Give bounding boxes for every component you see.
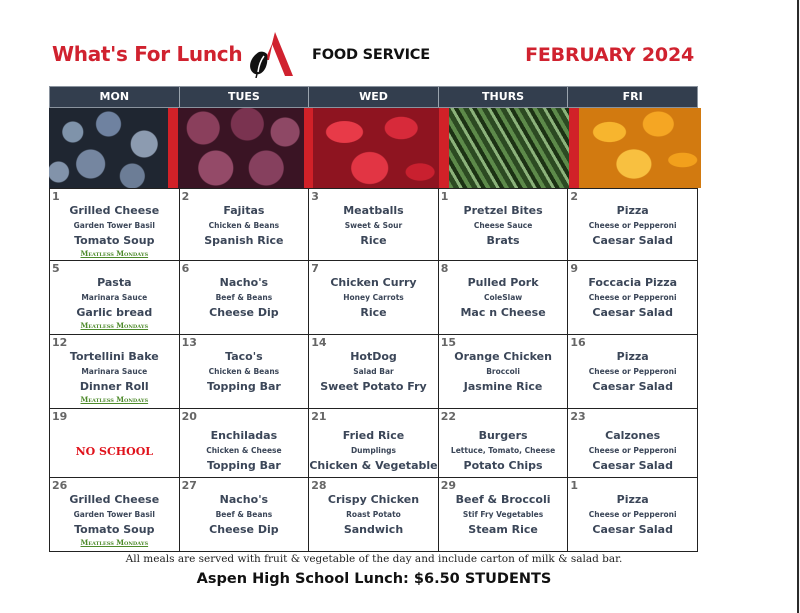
day-cell xyxy=(309,409,439,478)
entree: Tortellini Bake xyxy=(69,350,159,363)
entree: Crispy Chicken xyxy=(327,493,420,506)
day-number: 19 xyxy=(52,410,68,423)
no-school-notice: NO SCHOOL xyxy=(75,445,154,458)
entree-detail: Chicken & Beans xyxy=(208,221,280,230)
side-dish: Caesar Salad xyxy=(592,234,673,247)
day-cell xyxy=(179,189,309,261)
weekday-fri: FRI xyxy=(567,87,697,107)
entree: Pasta xyxy=(97,276,132,289)
entree: Pretzel Bites xyxy=(463,204,543,217)
meal-footnote: All meals are served with fruit & vegetable of the day and include carton of milk & salad bar. xyxy=(125,553,623,565)
side-dish: Topping Bar xyxy=(206,459,281,472)
day-number: 15 xyxy=(440,336,457,349)
entree: Pizza xyxy=(616,204,649,217)
day-cell xyxy=(309,189,439,261)
entree: Grilled Cheese xyxy=(69,204,160,217)
month-label: FEBRUARY 2024 xyxy=(525,44,694,66)
entree-detail: Marinara Sauce xyxy=(81,293,148,302)
day-number: 16 xyxy=(570,336,586,349)
entree-detail: Sweet & Sour xyxy=(344,221,403,230)
entree: Burgers xyxy=(478,429,528,442)
week-row xyxy=(50,261,698,335)
day-cell xyxy=(438,261,568,335)
day-cell xyxy=(568,335,698,409)
entree-detail: Cheese or Pepperoni xyxy=(588,367,677,376)
entree: Pizza xyxy=(616,350,649,363)
week-row xyxy=(50,335,698,409)
weekday-mon: MON xyxy=(99,90,130,103)
entree-detail: Garden Tower Basil xyxy=(73,221,155,230)
entree-detail: Cheese or Pepperoni xyxy=(588,221,677,230)
side-dish: Jasmine Rice xyxy=(463,380,543,393)
day-number: 23 xyxy=(570,410,586,423)
side-dish: Sandwich xyxy=(343,523,404,536)
day-number: 8 xyxy=(440,262,449,275)
side-dish: Caesar Salad xyxy=(592,380,673,393)
week-row xyxy=(50,189,698,261)
entree-detail: Stif Fry Vegetables xyxy=(462,510,544,519)
meatless-mondays-tag: Meatless Mondays xyxy=(80,321,149,330)
day-number: 13 xyxy=(181,336,197,349)
day-cell xyxy=(568,189,698,261)
day-number: 29 xyxy=(440,479,457,492)
day-number: 21 xyxy=(311,410,327,423)
day-number: 26 xyxy=(52,479,68,492)
department-label: FOOD SERVICE xyxy=(312,47,430,63)
side-dish: Brats xyxy=(486,234,520,247)
entree-detail: ColeSlaw xyxy=(483,293,523,302)
page-title: What's For Lunch xyxy=(52,42,243,66)
day-cell xyxy=(50,335,180,409)
photo-divider xyxy=(168,108,178,188)
menu-grid xyxy=(49,188,698,552)
lunch-calendar xyxy=(49,86,698,552)
entree-detail: Beef & Beans xyxy=(215,510,273,519)
side-dish: Cheese Dip xyxy=(209,523,279,536)
day-number: 2 xyxy=(181,190,190,203)
food-photo-strip xyxy=(49,108,701,188)
meatless-mondays-tag: Meatless Mondays xyxy=(80,249,149,258)
day-cell xyxy=(438,409,568,478)
entree-detail: Cheese or Pepperoni xyxy=(588,446,677,455)
day-cell xyxy=(50,409,180,478)
entree: Beef & Broccoli xyxy=(455,493,551,506)
day-cell xyxy=(568,478,698,552)
entree: Fried Rice xyxy=(342,429,405,442)
day-cell xyxy=(309,478,439,552)
side-dish: Steam Rice xyxy=(468,523,538,536)
entree: Fajitas xyxy=(223,204,265,217)
entree-detail: Cheese or Pepperoni xyxy=(588,293,677,302)
entree-detail: Garden Tower Basil xyxy=(73,510,155,519)
entree-detail: Salad Bar xyxy=(353,367,394,376)
day-number: 1 xyxy=(570,479,579,492)
entree: Pizza xyxy=(616,493,649,506)
photo-yellow-peppers xyxy=(579,108,701,188)
side-dish: Potato Chips xyxy=(463,459,543,472)
day-cell xyxy=(438,335,568,409)
side-dish: Dinner Roll xyxy=(79,380,149,393)
side-dish: Rice xyxy=(360,234,387,247)
side-dish: Topping Bar xyxy=(206,380,281,393)
entree-detail: Dumplings xyxy=(350,446,397,455)
side-dish: Chicken & Vegetable xyxy=(309,459,438,472)
day-cell xyxy=(179,261,309,335)
entree: Taco's xyxy=(225,350,263,363)
side-dish: Tomato Soup xyxy=(74,523,155,536)
day-number: 6 xyxy=(181,262,190,275)
day-number: 12 xyxy=(52,336,68,349)
weekday-header xyxy=(49,86,698,108)
day-number: 14 xyxy=(311,336,327,349)
day-number: 1 xyxy=(440,190,449,203)
week-row xyxy=(50,409,698,478)
entree: Grilled Cheese xyxy=(69,493,160,506)
side-dish: Garlic bread xyxy=(76,306,153,319)
meatless-mondays-tag: Meatless Mondays xyxy=(80,395,149,404)
day-cell xyxy=(568,261,698,335)
entree-detail: Cheese or Pepperoni xyxy=(588,510,677,519)
entree-detail: Broccoli xyxy=(486,367,520,376)
day-cell xyxy=(179,478,309,552)
day-number: 7 xyxy=(311,262,319,275)
entree-detail: Cheese Sauce xyxy=(473,221,533,230)
day-cell xyxy=(50,478,180,552)
day-cell xyxy=(50,261,180,335)
photo-green-beans xyxy=(449,108,569,188)
side-dish: Tomato Soup xyxy=(74,234,155,247)
photo-divider xyxy=(439,108,449,188)
day-number: 27 xyxy=(181,479,197,492)
weekday-thurs: THURS xyxy=(438,87,568,107)
entree-detail: Chicken & Beans xyxy=(208,367,280,376)
day-cell xyxy=(309,335,439,409)
entree: Chicken Curry xyxy=(330,276,417,289)
side-dish: Caesar Salad xyxy=(592,523,673,536)
day-cell xyxy=(438,189,568,261)
entree: Orange Chicken xyxy=(454,350,552,363)
day-cell xyxy=(179,335,309,409)
lunch-price: Aspen High School Lunch: $6.50 STUDENTS xyxy=(196,571,552,587)
entree-detail: Marinara Sauce xyxy=(81,367,148,376)
entree-detail: Chicken & Cheese xyxy=(206,446,282,455)
side-dish: Caesar Salad xyxy=(592,306,673,319)
photo-divider xyxy=(304,108,313,188)
weekday-tues: TUES xyxy=(179,87,309,107)
side-dish: Sweet Potato Fry xyxy=(320,380,427,393)
entree: HotDog xyxy=(350,350,397,363)
entree-detail: Beef & Beans xyxy=(215,293,273,302)
day-number: 9 xyxy=(570,262,579,275)
side-dish: Cheese Dip xyxy=(209,306,279,319)
photo-grapes xyxy=(178,108,304,188)
day-number: 28 xyxy=(311,479,327,492)
meatless-mondays-tag: Meatless Mondays xyxy=(80,538,149,547)
photo-blueberries xyxy=(49,108,168,188)
day-number: 5 xyxy=(52,262,60,275)
side-dish: Caesar Salad xyxy=(592,459,673,472)
side-dish: Mac n Cheese xyxy=(460,306,546,319)
day-cell xyxy=(50,189,180,261)
entree-detail: Roast Potato xyxy=(346,510,401,519)
entree: Meatballs xyxy=(343,204,404,217)
entree: Calzones xyxy=(605,429,661,442)
day-number: 20 xyxy=(181,410,197,423)
aspen-leaf-logo-icon xyxy=(245,32,293,78)
entree-detail: Lettuce, Tomato, Cheese xyxy=(450,446,556,455)
day-cell xyxy=(438,478,568,552)
entree: Pulled Pork xyxy=(467,276,539,289)
entree: Enchiladas xyxy=(210,429,278,442)
day-number: 3 xyxy=(311,190,319,203)
entree: Foccacia Pizza xyxy=(588,276,678,289)
photo-strawberries xyxy=(313,108,439,188)
weekday-wed: WED xyxy=(308,87,438,107)
entree-detail: Honey Carrots xyxy=(343,293,404,302)
day-cell xyxy=(568,409,698,478)
day-cell xyxy=(179,409,309,478)
day-number: 1 xyxy=(52,190,60,203)
day-number: 22 xyxy=(440,410,457,423)
side-dish: Spanish Rice xyxy=(204,234,284,247)
week-row xyxy=(50,478,698,552)
side-dish: Rice xyxy=(360,306,387,319)
entree: Nacho's xyxy=(219,493,269,506)
day-cell xyxy=(309,261,439,335)
day-number: 2 xyxy=(570,190,579,203)
photo-divider xyxy=(569,108,579,188)
entree: Nacho's xyxy=(219,276,269,289)
